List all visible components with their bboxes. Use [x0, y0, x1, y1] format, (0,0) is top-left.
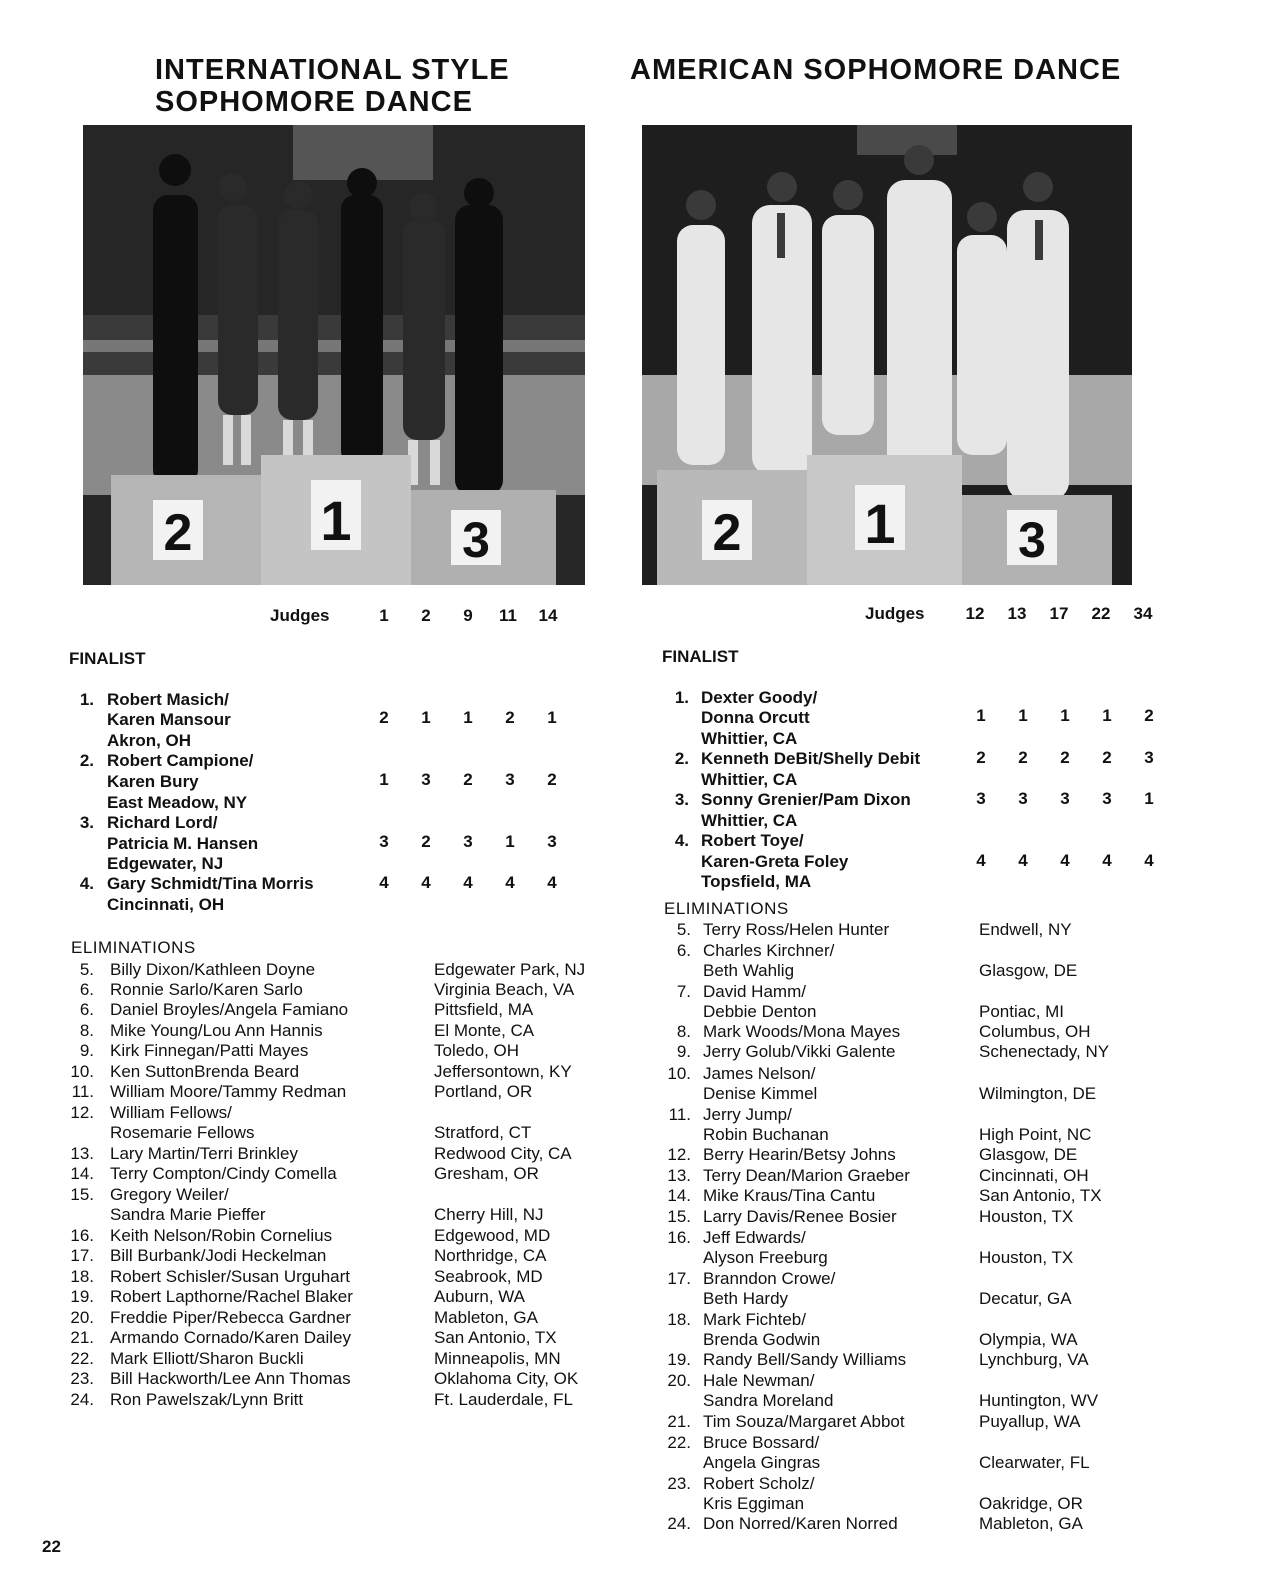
right-finalist-label: FINALIST [662, 647, 739, 666]
left-podium-photo [83, 125, 585, 585]
elimination-city: Endwell, NY [979, 920, 1072, 939]
elimination-rank: 11. [668, 1105, 691, 1124]
elimination-names: Terry Ross/Helen Hunter [703, 920, 890, 939]
score-cell: 1 [1060, 706, 1070, 725]
elimination-rank: 11. [71, 1082, 94, 1101]
score-cell: 3 [421, 770, 431, 789]
elimination-names: Jeff Edwards/ [703, 1228, 806, 1247]
elimination-names: Mike Kraus/Tina Cantu [703, 1186, 876, 1205]
elimination-names: Berry Hearin/Betsy Johns [703, 1145, 896, 1164]
finalist-name: Karen Mansour [107, 710, 231, 729]
finalist-rank: 2. [79, 751, 94, 770]
elimination-city: Lynchburg, VA [979, 1350, 1089, 1369]
score-cell: 2 [505, 708, 515, 727]
finalist-city: Topsfield, MA [701, 872, 812, 891]
score-cell: 1 [379, 770, 389, 789]
finalist-name: Sonny Grenier/Pam Dixon [701, 790, 911, 809]
finalist-city: Whittier, CA [701, 811, 798, 830]
finalist-city: Whittier, CA [701, 770, 798, 789]
elimination-city: Cherry Hill, NJ [434, 1205, 544, 1224]
left-photo-illustration [83, 125, 585, 585]
elimination-rank: 20. [70, 1308, 94, 1327]
elimination-rank: 15. [667, 1207, 691, 1226]
elimination-city: Portland, OR [434, 1082, 533, 1101]
right-title [630, 54, 1121, 86]
finalist-rank: 3. [674, 790, 689, 809]
elimination-rank: 24. [70, 1390, 94, 1409]
finalist-name: Kenneth DeBit/Shelly Debit [701, 749, 921, 768]
elimination-city: San Antonio, TX [434, 1328, 557, 1347]
elimination-names: Debbie Denton [703, 1002, 817, 1021]
elimination-names: Lary Martin/Terri Brinkley [110, 1144, 298, 1163]
elimination-city: Wilmington, DE [979, 1084, 1097, 1103]
left-title-line2: SOPHOMORE DANCE [155, 86, 473, 118]
elimination-names: Ron Pawelszak/Lynn Britt [110, 1390, 304, 1409]
elimination-city: Columbus, OH [979, 1022, 1091, 1041]
elimination-names: Charles Kirchner/ [703, 941, 835, 960]
elimination-rank: 9. [676, 1042, 691, 1061]
left-judge-number: 9 [463, 606, 473, 625]
left-judge-number: 11 [499, 606, 517, 625]
score-cell: 4 [421, 873, 431, 892]
score-cell: 4 [1060, 851, 1070, 870]
score-cell: 1 [421, 708, 431, 727]
left-judge-number: 1 [379, 606, 389, 625]
elimination-names: David Hamm/ [703, 982, 806, 1001]
finalist-rank: 4. [674, 831, 689, 850]
elimination-names: Armando Cornado/Karen Dailey [110, 1328, 351, 1347]
elimination-names: Terry Compton/Cindy Comella [110, 1164, 337, 1183]
right-podium-3: 3 [1018, 512, 1046, 568]
elimination-rank: 6. [79, 1000, 94, 1019]
elimination-names: Robert Schisler/Susan Urguhart [110, 1267, 351, 1286]
elimination-city: Minneapolis, MN [434, 1349, 561, 1368]
elimination-names: Rosemarie Fellows [110, 1123, 255, 1142]
score-cell: 4 [976, 851, 986, 870]
elimination-names: Robin Buchanan [703, 1125, 829, 1144]
right-judges-row [637, 604, 1275, 626]
elimination-names: Angela Gingras [703, 1453, 821, 1472]
elimination-names: Tim Souza/Margaret Abbot [703, 1412, 905, 1431]
elimination-rank: 22. [70, 1349, 94, 1368]
score-cell: 1 [463, 708, 473, 727]
score-cell: 3 [505, 770, 515, 789]
finalist-name: Gary Schmidt/Tina Morris [107, 874, 314, 893]
elimination-city: Edgewood, MD [434, 1226, 551, 1245]
elimination-rank: 15. [70, 1185, 94, 1204]
elimination-city: Oklahoma City, OK [434, 1369, 579, 1388]
elimination-city: Clearwater, FL [979, 1453, 1090, 1472]
right-eliminations-label: ELIMINATIONS [664, 899, 789, 918]
elimination-city: Schenectady, NY [979, 1042, 1110, 1061]
score-cell: 1 [976, 706, 986, 725]
elimination-rank: 7. [676, 982, 691, 1001]
elimination-city: Houston, TX [979, 1207, 1074, 1226]
finalist-rank: 3. [79, 813, 94, 832]
right-title-line1: AMERICAN SOPHOMORE DANCE [630, 54, 1122, 86]
left-finalist-label: FINALIST [69, 649, 146, 668]
elimination-names: Beth Wahlig [703, 961, 795, 980]
finalist-rank: 4. [79, 874, 94, 893]
elimination-names: Terry Dean/Marion Graeber [703, 1166, 910, 1185]
finalist-name: Karen Bury [107, 772, 199, 791]
score-cell: 2 [1102, 748, 1112, 767]
elimination-city: Virginia Beach, VA [434, 980, 575, 999]
elimination-names: Ronnie Sarlo/Karen Sarlo [110, 980, 303, 999]
elimination-names: Branndon Crowe/ [703, 1269, 836, 1288]
elimination-city: San Antonio, TX [979, 1186, 1102, 1205]
elimination-rank: 13. [667, 1166, 691, 1185]
score-cell: 2 [379, 708, 389, 727]
elimination-rank: 18. [70, 1267, 94, 1286]
finalist-city: East Meadow, NY [107, 793, 248, 812]
elimination-city: Decatur, GA [979, 1289, 1072, 1308]
elimination-city: Huntington, WV [979, 1391, 1099, 1410]
finalist-rank: 1. [674, 688, 689, 707]
elimination-names: Ken SuttonBrenda Beard [110, 1062, 300, 1081]
score-cell: 1 [1144, 789, 1154, 808]
score-cell: 4 [1102, 851, 1112, 870]
elimination-names: Freddie Piper/Rebecca Gardner [110, 1308, 351, 1327]
elimination-names: Mike Young/Lou Ann Hannis [110, 1021, 323, 1040]
score-cell: 1 [505, 832, 515, 851]
elimination-city: Auburn, WA [434, 1287, 526, 1306]
elimination-rank: 6. [676, 941, 691, 960]
right-judge-number: 13 [1007, 604, 1027, 623]
elimination-rank: 6. [79, 980, 94, 999]
elimination-city: Stratford, CT [434, 1123, 532, 1142]
finalist-name: Donna Orcutt [701, 708, 810, 727]
score-cell: 4 [1144, 851, 1154, 870]
elimination-rank: 17. [667, 1269, 691, 1288]
score-cell: 3 [1102, 789, 1112, 808]
elimination-names: Bill Burbank/Jodi Heckelman [110, 1246, 327, 1265]
score-cell: 2 [976, 748, 986, 767]
right-judges-label: Judges [865, 604, 925, 623]
right-judge-number: 12 [965, 604, 985, 623]
page-number: 22 [42, 1537, 61, 1556]
score-cell: 3 [547, 832, 557, 851]
score-cell: 2 [421, 832, 431, 851]
elimination-rank: 8. [79, 1021, 94, 1040]
elimination-names: Gregory Weiler/ [110, 1185, 229, 1204]
right-judge-number: 17 [1049, 604, 1069, 623]
elimination-names: James Nelson/ [703, 1064, 816, 1083]
elimination-names: Sandra Moreland [703, 1391, 834, 1410]
elimination-rank: 18. [667, 1310, 691, 1329]
elimination-rank: 21. [70, 1328, 94, 1347]
finalist-city: Whittier, CA [701, 729, 798, 748]
score-cell: 1 [1102, 706, 1112, 725]
right-podium-photo [642, 125, 1132, 585]
elimination-names: Larry Davis/Renee Bosier [703, 1207, 897, 1226]
elimination-names: Jerry Golub/Vikki Galente [703, 1042, 896, 1061]
left-judges-row [0, 606, 637, 628]
elimination-city: Redwood City, CA [434, 1144, 572, 1163]
elimination-names: Keith Nelson/Robin Cornelius [110, 1226, 333, 1245]
elimination-city: Mableton, GA [434, 1308, 538, 1327]
score-cell: 3 [1060, 789, 1070, 808]
elimination-names: Sandra Marie Pieffer [110, 1205, 266, 1224]
finalist-rank: 1. [79, 690, 94, 709]
elimination-rank: 16. [667, 1228, 691, 1247]
elimination-rank: 20. [667, 1371, 691, 1390]
elimination-names: William Fellows/ [110, 1103, 232, 1122]
left-podium-2: 2 [163, 504, 193, 562]
elimination-rank: 12. [70, 1103, 94, 1122]
elimination-names: Hale Newman/ [703, 1371, 815, 1390]
left-judge-number: 2 [421, 606, 431, 625]
finalist-name: Robert Masich/ [107, 690, 229, 709]
elimination-rank: 19. [667, 1350, 691, 1369]
finalist-name: Robert Toye/ [701, 831, 804, 850]
score-cell: 3 [463, 832, 473, 851]
elimination-rank: 22. [667, 1433, 691, 1452]
elimination-city: Pittsfield, MA [434, 1000, 534, 1019]
elimination-city: Ft. Lauderdale, FL [434, 1390, 573, 1409]
score-cell: 3 [379, 832, 389, 851]
score-cell: 1 [547, 708, 557, 727]
elimination-rank: 13. [70, 1144, 94, 1163]
elimination-city: Toledo, OH [434, 1041, 520, 1060]
elimination-rank: 14. [667, 1186, 691, 1205]
elimination-rank: 8. [676, 1022, 691, 1041]
elimination-names: Mark Woods/Mona Mayes [703, 1022, 901, 1041]
elimination-names: Robert Lapthorne/Rachel Blaker [110, 1287, 353, 1306]
elimination-rank: 14. [70, 1164, 94, 1183]
elimination-city: Puyallup, WA [979, 1412, 1081, 1431]
elimination-names: Billy Dixon/Kathleen Doyne [110, 960, 316, 979]
elimination-names: Randy Bell/Sandy Williams [703, 1350, 907, 1369]
elimination-rank: 9. [79, 1041, 94, 1060]
elimination-city: Olympia, WA [979, 1330, 1078, 1349]
finalist-name: Karen-Greta Foley [701, 852, 849, 871]
elimination-names: Mark Elliott/Sharon Buckli [110, 1349, 304, 1368]
score-cell: 4 [1018, 851, 1028, 870]
finalist-name: Dexter Goody/ [701, 688, 818, 707]
left-judges-label: Judges [270, 606, 330, 625]
finalist-rank: 2. [674, 749, 689, 768]
elimination-city: Houston, TX [979, 1248, 1074, 1267]
elimination-names: Kris Eggiman [703, 1494, 805, 1513]
left-eliminations-label: ELIMINATIONS [71, 938, 196, 957]
elimination-names: Daniel Broyles/Angela Famiano [110, 1000, 349, 1019]
elimination-rank: 23. [667, 1474, 691, 1493]
elimination-names: Kirk Finnegan/Patti Mayes [110, 1041, 309, 1060]
elimination-names: Don Norred/Karen Norred [703, 1514, 898, 1533]
elimination-rank: 23. [70, 1369, 94, 1388]
elimination-city: Jeffersontown, KY [434, 1062, 572, 1081]
right-podium-1: 1 [864, 492, 896, 555]
finalist-name: Robert Campione/ [107, 751, 254, 770]
score-cell: 4 [505, 873, 515, 892]
elimination-names: Jerry Jump/ [703, 1105, 792, 1124]
elimination-rank: 21. [667, 1412, 691, 1431]
elimination-rank: 10. [667, 1064, 691, 1083]
elimination-rank: 5. [676, 920, 691, 939]
finalist-city: Edgewater, NJ [107, 854, 224, 873]
elimination-city: Northridge, CA [434, 1246, 547, 1265]
left-podium-3: 3 [462, 512, 490, 568]
score-cell: 2 [1144, 706, 1154, 725]
right-judge-number: 22 [1091, 604, 1111, 623]
left-judge-number: 14 [538, 606, 558, 625]
right-photo-illustration [642, 125, 1132, 585]
elimination-rank: 19. [70, 1287, 94, 1306]
elimination-city: Seabrook, MD [434, 1267, 543, 1286]
elimination-names: Denise Kimmel [703, 1084, 818, 1103]
score-cell: 3 [1144, 748, 1154, 767]
elimination-city: High Point, NC [979, 1125, 1092, 1144]
finalist-name: Richard Lord/ [107, 813, 218, 832]
elimination-names: Brenda Godwin [703, 1330, 821, 1349]
left-podium-1: 1 [320, 489, 352, 552]
score-cell: 4 [379, 873, 389, 892]
elimination-names: William Moore/Tammy Redman [110, 1082, 347, 1101]
score-cell: 3 [1018, 789, 1028, 808]
right-judge-number: 34 [1133, 604, 1153, 623]
elimination-names: Mark Fichteb/ [703, 1310, 806, 1329]
elimination-city: Glasgow, DE [979, 1145, 1078, 1164]
elimination-city: El Monte, CA [434, 1021, 535, 1040]
left-title-line1: INTERNATIONAL STYLE [155, 54, 510, 86]
finalist-name: Patricia M. Hansen [107, 834, 259, 853]
elimination-names: Alyson Freeburg [703, 1248, 828, 1267]
elimination-city: Cincinnati, OH [979, 1166, 1089, 1185]
elimination-city: Glasgow, DE [979, 961, 1078, 980]
elimination-names: Bruce Bossard/ [703, 1433, 820, 1452]
elimination-city: Edgewater Park, NJ [434, 960, 586, 979]
elimination-rank: 16. [70, 1226, 94, 1245]
finalist-city: Cincinnati, OH [107, 895, 225, 914]
score-cell: 2 [1018, 748, 1028, 767]
score-cell: 4 [547, 873, 557, 892]
score-cell: 3 [976, 789, 986, 808]
elimination-rank: 5. [79, 960, 94, 979]
score-cell: 2 [1060, 748, 1070, 767]
finalist-city: Akron, OH [107, 731, 192, 750]
elimination-city: Oakridge, OR [979, 1494, 1083, 1513]
elimination-names: Robert Scholz/ [703, 1474, 815, 1493]
elimination-names: Beth Hardy [703, 1289, 789, 1308]
left-title [155, 54, 510, 118]
elimination-city: Mableton, GA [979, 1514, 1083, 1533]
elimination-rank: 12. [667, 1145, 691, 1164]
elimination-names: Bill Hackworth/Lee Ann Thomas [110, 1369, 351, 1388]
score-cell: 4 [463, 873, 473, 892]
elimination-city: Gresham, OR [434, 1164, 539, 1183]
score-cell: 2 [463, 770, 473, 789]
score-cell: 1 [1018, 706, 1028, 725]
elimination-rank: 24. [667, 1514, 691, 1533]
right-podium-2: 2 [712, 504, 742, 562]
elimination-city: Pontiac, MI [979, 1002, 1065, 1021]
score-cell: 2 [547, 770, 557, 789]
elimination-rank: 17. [70, 1246, 94, 1265]
elimination-rank: 10. [70, 1062, 94, 1081]
